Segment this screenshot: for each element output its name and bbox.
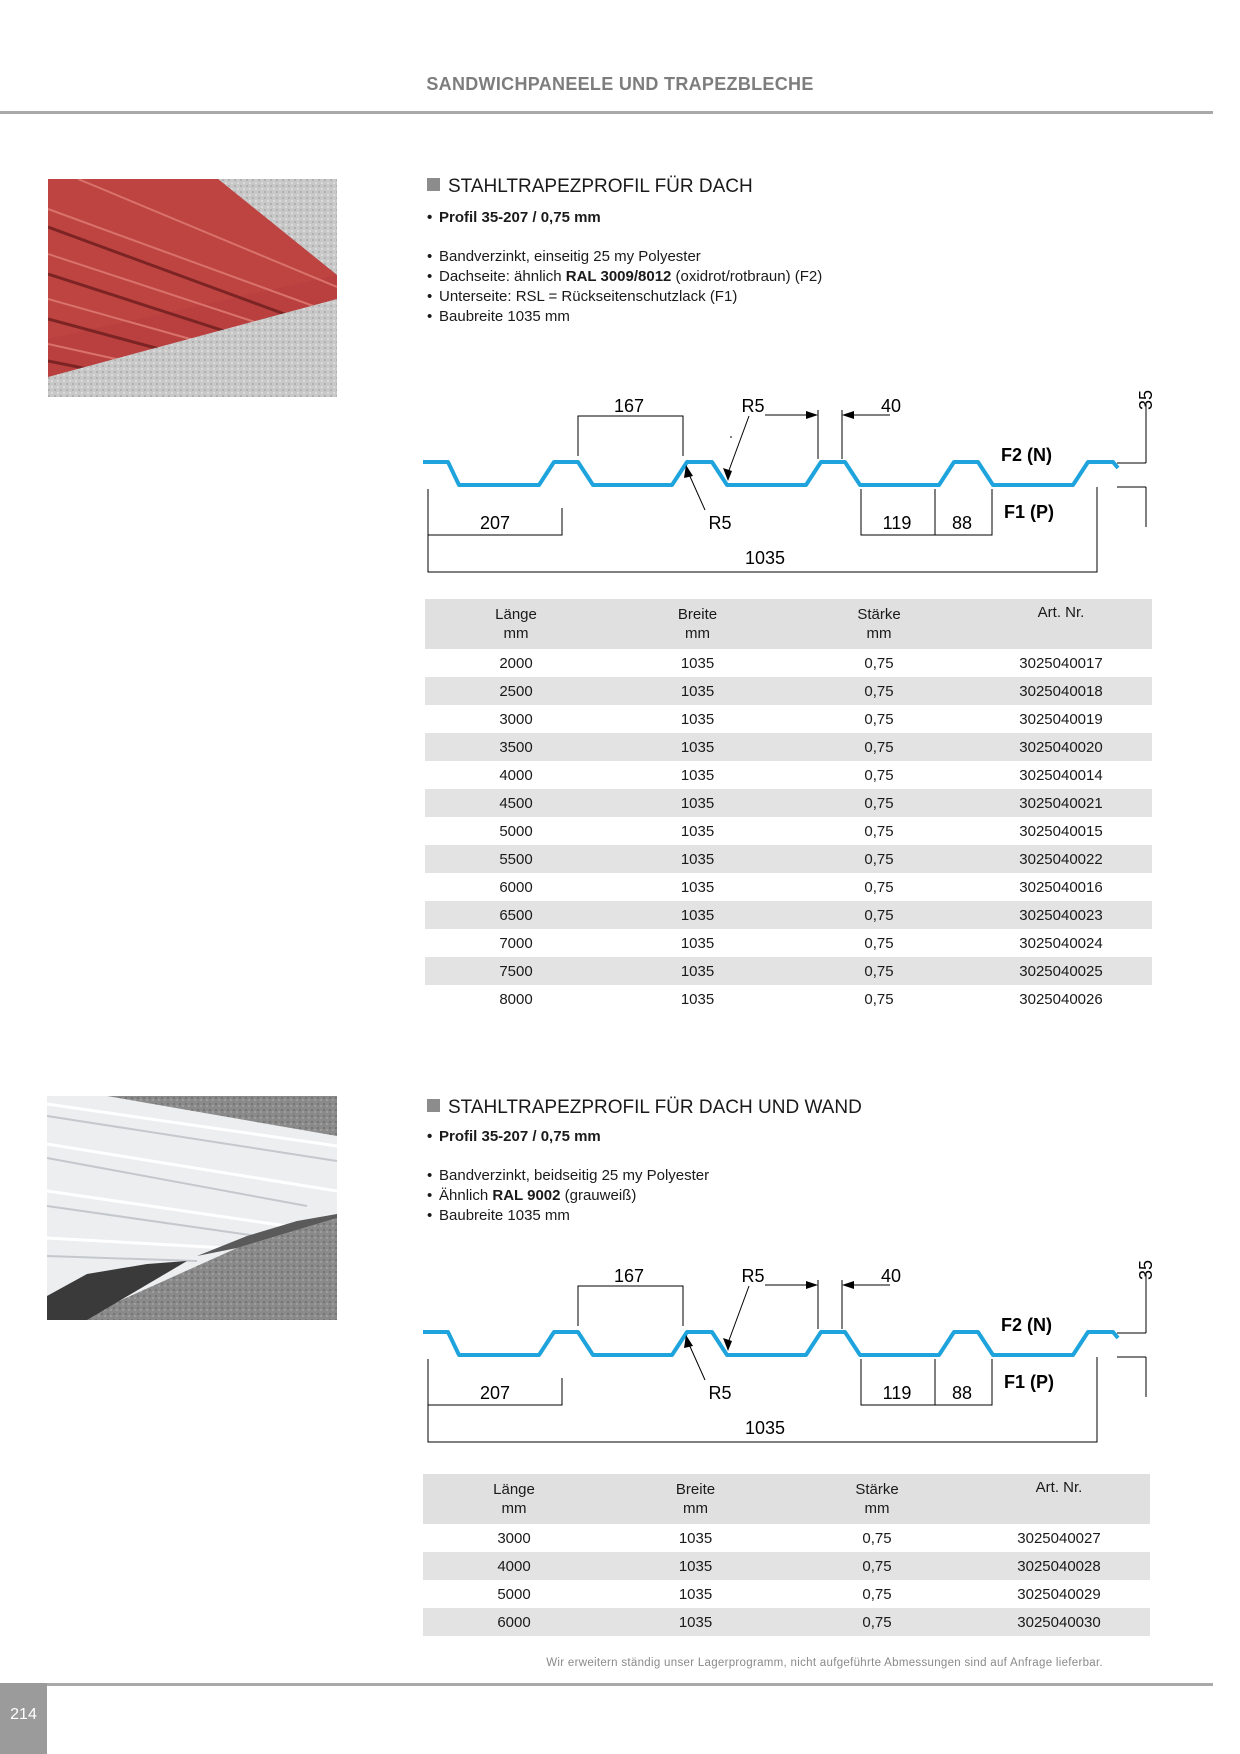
list-item: • Baubreite 1035 mm	[427, 1207, 570, 1224]
dim-119-label: 119	[882, 1383, 912, 1403]
col-header-thickness: Stärke mm	[788, 599, 970, 649]
table-cell: 0,75	[864, 710, 894, 728]
profile-text: Profil 35-207 / 0,75 mm	[439, 1128, 601, 1145]
table-cell: 3000	[499, 710, 533, 728]
dim-40-label: 40	[880, 396, 902, 416]
table-row	[423, 1580, 1150, 1608]
dim-35-label: 35	[1136, 1259, 1156, 1280]
page-header-title: SANDWICHPANEELE UND TRAPEZBLECHE	[426, 74, 814, 94]
table-cell: 3025040029	[1017, 1585, 1101, 1603]
table-cell: 0,75	[864, 934, 894, 952]
list-item: • Unterseite: RSL = Rückseitenschutzlack (F1)	[427, 288, 738, 305]
f1-label: F1 (P)	[1004, 1372, 1055, 1392]
section-title-text: STAHLTRAPEZPROFIL FÜR DACH UND WAND	[448, 1097, 862, 1118]
dim-1035-label: 1035	[744, 548, 786, 568]
f1-label: F1 (P)	[1004, 502, 1055, 522]
dim-88-label: 88	[951, 513, 973, 533]
table-cell: 3025040018	[970, 677, 1152, 705]
profile-section-line	[423, 1332, 1118, 1355]
table-cell: 1035	[607, 957, 788, 985]
table-cell: 5000	[499, 822, 533, 840]
table-cell: 0,75	[788, 901, 970, 929]
col-header-length: Länge mm	[423, 1474, 605, 1524]
dim-r5-bottom-label: R5	[708, 1383, 732, 1403]
table-cell: 1035	[680, 710, 715, 728]
table-cell: 4500	[425, 789, 607, 817]
table-cell: 4000	[423, 1552, 605, 1580]
table-body	[423, 1524, 1150, 1636]
footer-divider	[0, 1683, 1213, 1686]
table-cell: 0,75	[786, 1608, 968, 1636]
table-cell: 1035	[607, 789, 788, 817]
f2-label: F2 (N)	[1001, 1315, 1052, 1335]
dim-88-label: 88	[951, 1383, 973, 1403]
table-cell: 0,75	[864, 878, 894, 896]
col-header-article: Art. Nr.	[968, 1474, 1150, 1524]
col-header-width: Breite mm	[607, 599, 788, 649]
table-cell: 3025040022	[970, 845, 1152, 873]
table-cell: 0,75	[786, 1552, 968, 1580]
table-cell: 4000	[499, 766, 533, 784]
table-cell: 1035	[607, 733, 788, 761]
col-header-thickness: Stärke mm	[786, 1474, 968, 1524]
table-cell: 3025040020	[970, 733, 1152, 761]
table-cell: 1035	[680, 934, 715, 952]
table-cell: 3025040023	[970, 901, 1152, 929]
table-cell: 0,75	[788, 733, 970, 761]
table-cell: 3025040027	[1017, 1529, 1101, 1547]
table-cell: 0,75	[788, 957, 970, 985]
profile-text: Profil 35-207 / 0,75 mm	[439, 209, 601, 226]
dim-40-label: 40	[880, 1266, 902, 1286]
table-cell: 0,75	[864, 822, 894, 840]
table-cell: 3025040014	[1019, 766, 1103, 784]
table-cell: 1035	[607, 845, 788, 873]
table-cell: 0,75	[862, 1529, 892, 1547]
table-row	[423, 1608, 1150, 1636]
availability-footnote: Wir erweitern ständig unser Lagerprogramm, nicht aufgeführte Abmessungen sind auf Anfrage lieferbar.	[546, 1657, 1103, 1669]
page-number: 214	[10, 1706, 37, 1723]
dim-207-label: 207	[479, 513, 511, 533]
table-cell: 2500	[425, 677, 607, 705]
section-title-text: STAHLTRAPEZPROFIL FÜR DACH	[448, 176, 753, 197]
table-cell: 5500	[425, 845, 607, 873]
list-item: • Bandverzinkt, einseitig 25 my Polyester	[427, 248, 701, 265]
list-item: • Ähnlich RAL 9002 (grauweiß)	[427, 1187, 637, 1204]
table-cell: 3025040024	[1019, 934, 1103, 952]
table-cell: 1035	[678, 1529, 713, 1547]
table-cell: 1035	[605, 1552, 786, 1580]
table-cell: 1035	[680, 822, 715, 840]
list-item: • Bandverzinkt, beidseitig 25 my Polyester	[427, 1167, 710, 1184]
table-cell: 1035	[607, 677, 788, 705]
table-cell: 0,75	[862, 1585, 892, 1603]
dim-1035-label: 1035	[744, 1418, 786, 1438]
table-cell: 1035	[607, 901, 788, 929]
table-header-row	[423, 1474, 1150, 1524]
table-cell: 8000	[499, 990, 533, 1008]
col-header-length: Länge mm	[425, 599, 607, 649]
table-cell: 1035	[678, 1585, 713, 1603]
table-cell: 3025040017	[1019, 654, 1103, 672]
dim-r5-top-label: R5	[741, 1266, 765, 1286]
table-cell: 3025040015	[1019, 822, 1103, 840]
bullet-icon: •	[427, 1128, 433, 1145]
table-cell: 7000	[499, 934, 533, 952]
table-cell: 3025040026	[1019, 990, 1103, 1008]
bullet-icon: •	[427, 209, 433, 226]
table-cell: 0,75	[788, 789, 970, 817]
dim-35-label: 35	[1136, 389, 1156, 410]
dim-r5-top-label: R5	[741, 396, 765, 416]
col-header-width: Breite mm	[605, 1474, 786, 1524]
table-cell: 0,75	[864, 654, 894, 672]
table-cell: 1035	[680, 654, 715, 672]
table-cell: 3025040019	[1019, 710, 1103, 728]
table-cell: 0,75	[788, 677, 970, 705]
dim-r5-bottom-label: R5	[708, 513, 732, 533]
table-cell: 2000	[499, 654, 533, 672]
table-cell: 7500	[425, 957, 607, 985]
table-cell: 6000	[499, 878, 533, 896]
dim-167-label: 167	[613, 396, 645, 416]
table-cell: 3025040028	[968, 1552, 1150, 1580]
table-row	[423, 1552, 1150, 1580]
dim-207-label: 207	[479, 1383, 511, 1403]
f2-label: F2 (N)	[1001, 445, 1052, 465]
list-item: • Baubreite 1035 mm	[427, 308, 570, 325]
dim-119-label: 119	[882, 513, 912, 533]
table-cell: 5000	[497, 1585, 531, 1603]
table-cell: 3025040021	[970, 789, 1152, 817]
article-table-roof-wall	[423, 1474, 1150, 1636]
table-cell: 3025040016	[1019, 878, 1103, 896]
table-cell: 6500	[425, 901, 607, 929]
table-cell: 1035	[680, 990, 715, 1008]
table-cell: 3025040030	[968, 1608, 1150, 1636]
table-cell: 1035	[605, 1608, 786, 1636]
table-row	[423, 1524, 1150, 1552]
table-cell: 3025040025	[970, 957, 1152, 985]
table-cell: 1035	[680, 878, 715, 896]
col-header-article: Art. Nr.	[970, 599, 1152, 649]
table-cell: 0,75	[864, 766, 894, 784]
dim-167-label: 167	[613, 1266, 645, 1286]
table-cell: 0,75	[788, 845, 970, 873]
table-cell: 0,75	[864, 990, 894, 1008]
table-cell: 6000	[423, 1608, 605, 1636]
list-item: • Dachseite: ähnlich RAL 3009/8012 (oxidrot/rotbraun) (F2)	[427, 268, 823, 285]
table-cell: 1035	[680, 766, 715, 784]
table-cell: 3000	[497, 1529, 531, 1547]
table-cell: 3500	[425, 733, 607, 761]
